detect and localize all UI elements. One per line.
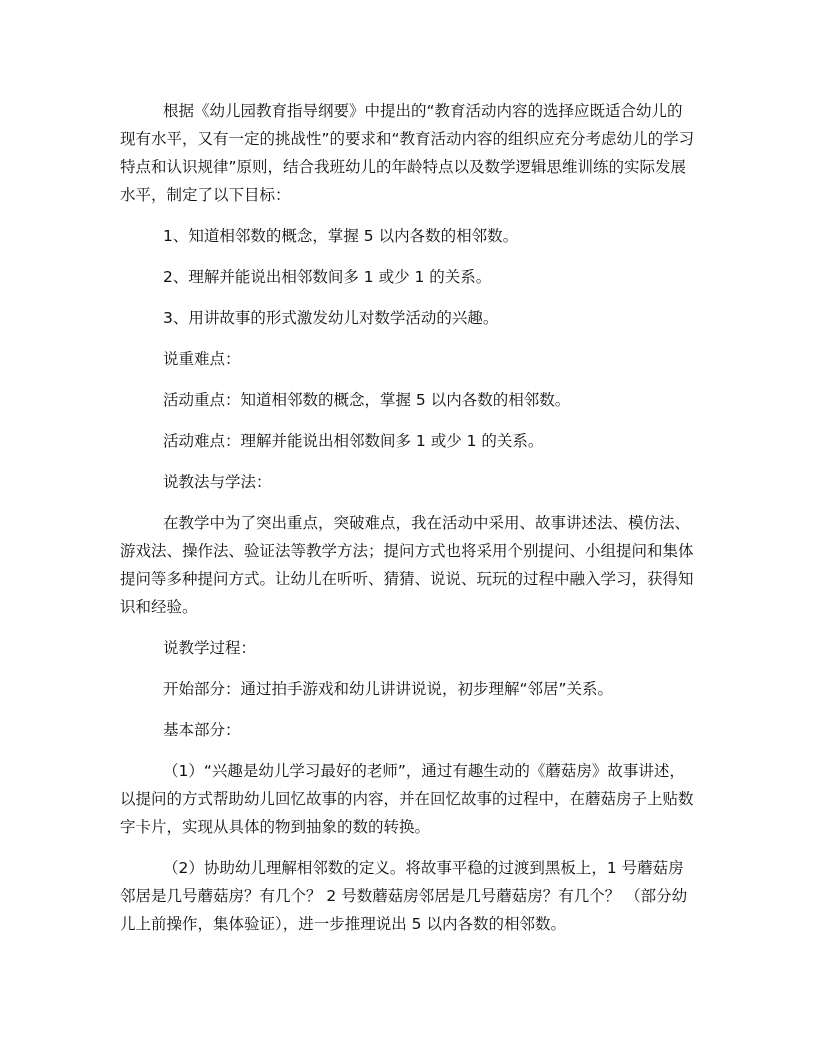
- goal-item-2: 2、理解并能说出相邻数间多 1 或少 1 的关系。: [163, 268, 492, 286]
- goal-item-1: 1、知道相邻数的概念，掌握 5 以内各数的相邻数。: [163, 227, 519, 245]
- activity-difficulty: 活动难点：理解并能说出相邻数间多 1 或少 1 的关系。: [163, 432, 544, 450]
- key-points-heading: 说重难点：: [163, 350, 241, 368]
- intro-paragraph: 根据《幼儿园教育指导纲要》中提出的“教育活动内容的选择应既适合幼儿的现有水平，又有一定的挑战性”的要求和“教育活动内容的组织应充分考虑幼儿的学习特点和认识规律”原则，结合我班幼儿的年龄特点以及数学逻辑思维训练的实际发展水平，制定了以下目标：: [120, 102, 695, 204]
- basic-part-item-1: （1）“兴趣是幼儿学习最好的老师”，通过有趣生动的《蘑菇房》故事讲述，以提问的方式帮助幼儿回忆故事的内容，并在回忆故事的过程中，在蘑菇房子上贴数字卡片，实现从具体的物到抽象的数的转换。: [120, 762, 694, 836]
- basic-part-item-2: （2）协助幼儿理解相邻数的定义。将故事平稳的过渡到黑板上，1 号蘑菇房邻居是几号蘑菇房？有几个？ 2 号数蘑菇房邻居是几号蘑菇房？有几个？ （部分幼儿上前操作，集体验证），进一步推理说出 5 以内各数的相邻数。: [120, 859, 688, 933]
- process-heading: 说教学过程：: [163, 639, 257, 657]
- start-part: 开始部分：通过拍手游戏和幼儿讲讲说说，初步理解“邻居”关系。: [163, 680, 614, 698]
- document-content: [120, 97, 698, 938]
- methods-paragraph: 在教学中为了突出重点，突破难点，我在活动中采用、故事讲述法、模仿法、游戏法、操作法、验证法等教学方法；提问方式也将采用个别提问、小组提问和集体提问等多种提问方式。让幼儿在听听、猜猜、说说、玩玩的过程中融入学习，获得知识和经验。: [120, 514, 694, 616]
- methods-heading: 说教法与学法：: [163, 473, 272, 491]
- basic-part-heading: 基本部分：: [163, 721, 241, 739]
- goal-item-3: 3、用讲故事的形式激发幼儿对数学活动的兴趣。: [163, 309, 499, 327]
- activity-focus: 活动重点：知道相邻数的概念，掌握 5 以内各数的相邻数。: [163, 391, 571, 409]
